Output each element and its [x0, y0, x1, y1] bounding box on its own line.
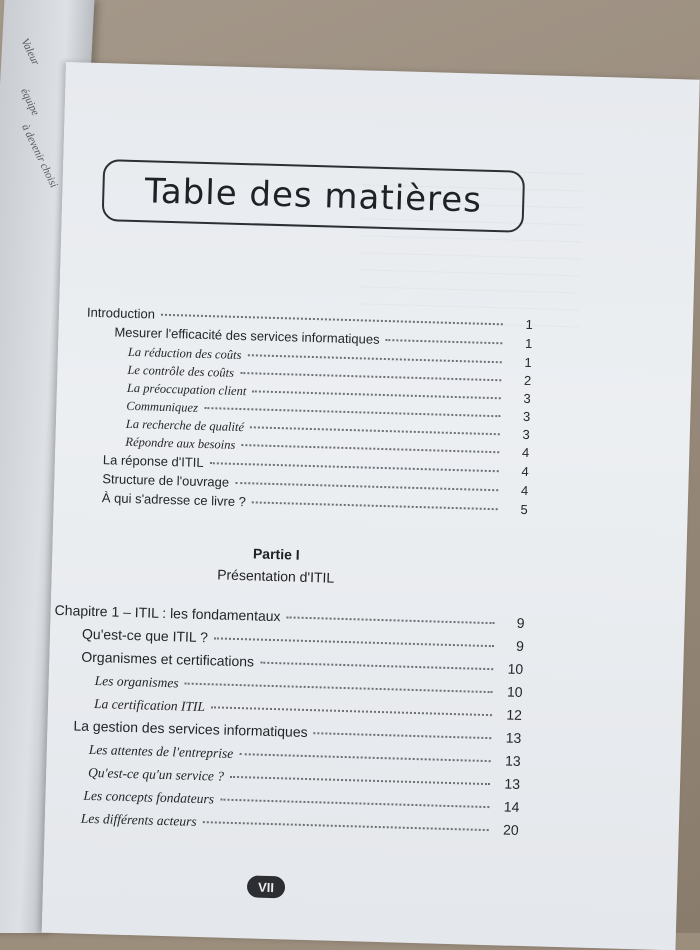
leader-dots: [287, 616, 495, 624]
handwritten-note: à devenir choisi: [19, 122, 60, 190]
part-title: Présentation d'ITIL: [216, 566, 335, 586]
leader-dots: [239, 753, 490, 762]
toc-page-number: 4: [521, 444, 530, 461]
leader-dots: [185, 683, 493, 694]
toc-page-number: 3: [522, 426, 530, 443]
leader-dots: [240, 372, 501, 381]
toc-entry-label: La réponse d'ITIL: [102, 452, 204, 470]
page-title: Table des matières: [144, 171, 483, 221]
toc-entry-label: À qui s'adresse ce livre ?: [101, 490, 247, 510]
leader-dots: [252, 501, 498, 510]
leader-dots: [211, 706, 492, 716]
leader-dots: [204, 407, 500, 417]
toc-entry-label: Introduction: [86, 304, 156, 322]
toc-page-number: 9: [515, 637, 525, 655]
handwritten-note: Valeur: [18, 36, 42, 68]
toc-page-number: 13: [505, 729, 522, 746]
leader-dots: [247, 354, 501, 363]
toc-entry-label: Organismes et certifications: [81, 648, 255, 670]
part-label: Partie I: [252, 545, 300, 563]
handwritten-note: équipe: [18, 86, 42, 118]
toc-entry-label: Les concepts fondateurs: [83, 787, 215, 807]
toc-entry-label: Les attentes de l'entreprise: [88, 741, 234, 761]
leader-dots: [214, 637, 494, 647]
toc-entry-label: Structure de l'ouvrage: [102, 471, 230, 490]
table-of-contents: [42, 62, 700, 950]
toc-entry-label: La recherche de qualité: [125, 416, 245, 435]
leader-dots: [260, 662, 493, 671]
leader-dots: [250, 426, 500, 435]
toc-entry-label: La préoccupation client: [126, 380, 247, 399]
leader-dots: [314, 732, 492, 739]
toc-page-number: 5: [520, 501, 528, 518]
toc-entry-label: Qu'est-ce que ITIL ?: [81, 625, 209, 646]
leader-dots: [161, 314, 503, 326]
toc-entry-label: La certification ITIL: [93, 696, 206, 715]
toc-page-number: 14: [503, 798, 520, 815]
toc-page-number: 3: [522, 408, 531, 425]
toc-entry-label: Le contrôle des coûts: [127, 362, 235, 380]
book-page: [42, 62, 700, 950]
leader-dots: [241, 444, 499, 453]
leader-dots: [203, 821, 489, 831]
toc-page-number: 10: [506, 683, 523, 700]
toc-entry-label: Qu'est-ce qu'un service ?: [87, 764, 225, 784]
leader-dots: [252, 390, 501, 399]
toc-page-number: 1: [524, 354, 532, 371]
toc-page-number: 20: [502, 821, 519, 838]
toc-page-number: 12: [506, 706, 523, 723]
toc-entry-label: Communiquez: [126, 398, 199, 415]
leader-dots: [235, 482, 498, 491]
toc-page-number: 3: [523, 390, 531, 407]
toc-page-number: 13: [504, 752, 521, 769]
leader-dots: [210, 462, 499, 472]
toc-page-number: 1: [525, 316, 534, 333]
toc-page-number: 2: [523, 372, 532, 389]
toc-entry-label: La réduction des coûts: [127, 344, 242, 363]
toc-entry-label: Les différents acteurs: [80, 810, 197, 829]
toc-page-number: 13: [504, 775, 521, 792]
page-folio-badge: VII: [247, 875, 286, 898]
leader-dots: [220, 799, 489, 809]
leader-dots: [386, 339, 503, 344]
toc-page-number: 10: [507, 660, 524, 678]
toc-entry-label: La gestion des services informatiques: [73, 717, 308, 741]
toc-page-number: 1: [524, 335, 533, 352]
toc-entry-label: Chapitre 1 – ITIL : les fondamentaux: [54, 601, 281, 625]
toc-page-number: 9: [516, 614, 525, 632]
leader-dots: [230, 776, 490, 785]
toc-entry-label: Répondre aux besoins: [125, 434, 236, 452]
toc-page-number: 4: [520, 482, 529, 499]
toc-page-number: 4: [521, 463, 529, 480]
toc-entry-label: Les organismes: [94, 673, 179, 691]
toc-entry-label: Mesurer l'efficacité des services informatiques: [114, 324, 380, 347]
